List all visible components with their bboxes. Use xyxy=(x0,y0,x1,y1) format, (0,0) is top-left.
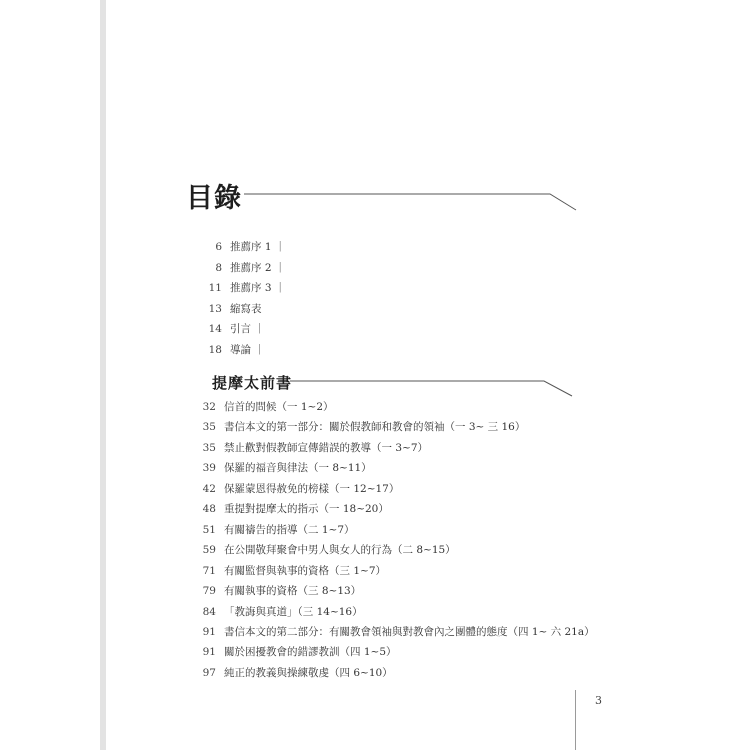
toc-entry xyxy=(204,301,262,316)
toc-entry-page: 91 xyxy=(202,625,216,638)
toc-entry-page: 35 xyxy=(202,421,216,434)
toc-entry-label: 禁止歡對假教師宣傳錯誤的教導（一 3~7） xyxy=(224,441,428,454)
toc-entry xyxy=(194,419,525,434)
toc-entry-label: 重提對提摩太的指示（一 18~20） xyxy=(224,503,389,516)
folio-rule xyxy=(575,690,576,750)
toc-entry-page: 13 xyxy=(208,302,222,315)
toc-entry-label: 信首的問候（一 1~2） xyxy=(224,401,334,413)
toc-entry-label: 引言 ｜ xyxy=(230,323,265,336)
toc-entry-page: 8 xyxy=(215,261,222,274)
toc-entry-label: 推薦序 2 ｜ xyxy=(230,261,286,274)
toc-entry-page: 51 xyxy=(202,523,216,536)
toc-entry-label: 導論 ｜ xyxy=(230,344,265,356)
toc-entry xyxy=(204,280,285,295)
toc-entry xyxy=(194,604,363,619)
toc-entry-label: 保羅蒙恩得赦免的榜樣（一 12~17） xyxy=(224,482,400,495)
toc-entry xyxy=(194,563,386,578)
toc-entry-page: 42 xyxy=(202,482,216,495)
toc-entry xyxy=(194,542,456,557)
toc-entry-label: 有關禱告的指導（二 1~7） xyxy=(224,523,355,536)
toc-entry-page: 39 xyxy=(202,462,216,475)
toc-entry xyxy=(204,321,265,336)
toc-entry-label: 縮寫表 xyxy=(230,302,262,315)
toc-entry-label: 推薦序 3 ｜ xyxy=(230,282,286,295)
toc-entry xyxy=(194,522,355,537)
toc-entry xyxy=(204,260,285,275)
page-number: 3 xyxy=(595,694,602,707)
toc-entry-label: 保羅的福音與律法（一 8~11） xyxy=(224,462,372,475)
toc-entry xyxy=(204,239,285,254)
toc-entry-page: 32 xyxy=(202,401,216,413)
toc-entry-page: 6 xyxy=(215,241,222,253)
section-heading: 提摩太前書 xyxy=(212,374,293,392)
toc-entry-label: 關於困擾教會的錯謬教訓（四 1~5） xyxy=(224,646,397,659)
toc-entry xyxy=(194,440,428,455)
toc-entry-page: 48 xyxy=(202,503,216,516)
toc-entry xyxy=(194,501,389,516)
toc-entry-label: 書信本文的第二部分：有關教會領袖與對教會內之團體的態度（四 1~ 六 21a） xyxy=(224,625,595,638)
toc-entry-page: 79 xyxy=(202,585,216,598)
toc-title: 目錄 xyxy=(186,183,242,214)
toc-entry xyxy=(194,481,399,496)
page-spine-shadow xyxy=(100,0,106,750)
toc-entry-page: 84 xyxy=(202,605,216,618)
toc-entry-page: 71 xyxy=(202,564,216,577)
toc-entry-label: 「教誨與真道」（三 14~16） xyxy=(224,605,363,618)
toc-entry xyxy=(194,583,361,598)
toc-entry-page: 97 xyxy=(202,666,216,679)
toc-entry xyxy=(194,460,372,475)
toc-entry xyxy=(194,665,393,680)
toc-entry-page: 11 xyxy=(208,282,222,295)
toc-entry-label: 推薦序 1 ｜ xyxy=(230,241,286,253)
toc-header xyxy=(186,176,242,215)
toc-entry-page: 91 xyxy=(202,646,216,659)
toc-entry-label: 純正的教義與操練敬虔（四 6~10） xyxy=(224,666,393,679)
toc-entry-label: 書信本文的第一部分：關於假教師和教會的領袖（一 3~ 三 16） xyxy=(224,421,526,434)
title-rule xyxy=(240,188,580,212)
section-rule xyxy=(290,376,580,398)
toc-entry-label: 有關監督與執事的資格（三 1~7） xyxy=(224,564,386,577)
toc-entry-page: 14 xyxy=(208,323,222,336)
toc-entry-label: 在公開敬拜聚會中男人與女人的行為（二 8~15） xyxy=(224,544,456,557)
toc-entry xyxy=(194,399,334,414)
toc-entry-page: 59 xyxy=(202,544,216,557)
toc-entry-page: 18 xyxy=(208,344,222,356)
toc-entry xyxy=(194,644,397,659)
toc-entry xyxy=(194,624,595,639)
toc-entry-label: 有關執事的資格（三 8~13） xyxy=(224,585,362,598)
toc-entry-page: 35 xyxy=(202,441,216,454)
toc-entry xyxy=(204,342,265,357)
